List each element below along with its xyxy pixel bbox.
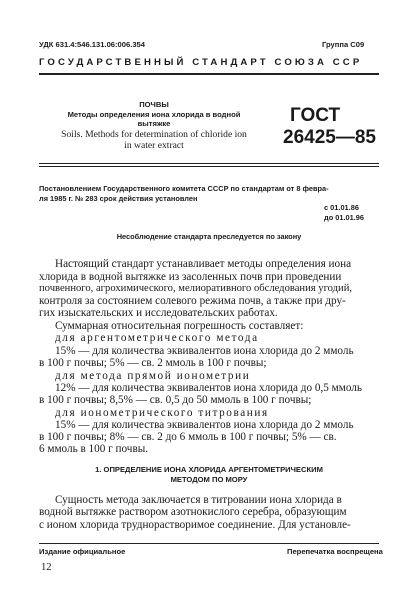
- effective-to: до 01.01.96: [324, 213, 365, 222]
- standard-banner: ГОСУДАРСТВЕННЫЙ СТАНДАРТ СОЮЗА ССР: [39, 57, 363, 68]
- body-line: хлорида в водной вытяжке из засоленных почв при проведении: [39, 271, 342, 283]
- body-line: гих изыскательских и исследовательских работах.: [39, 307, 278, 319]
- official-edition: Издание официальное: [39, 547, 126, 556]
- body-line: в 100 г почвы; 8,5% — св. 0,5 до 50 ммоль в 100 г почвы;: [39, 394, 312, 406]
- group-code: Группа С09: [322, 40, 365, 49]
- reprint-prohibited: Перепечатка воспрещена: [287, 547, 383, 556]
- body-line: для ионометрического титрования: [55, 407, 269, 419]
- banner-rule: [39, 73, 379, 75]
- body-line: Настоящий стандарт устанавливает методы определения иона: [55, 258, 352, 270]
- title-rule: [39, 163, 379, 164]
- body-line: в 100 г почвы; 8% — св. 2 до 6 ммоль в 100 г почвы; 5% — св.: [39, 431, 337, 443]
- title-en-line-2: in water extract: [124, 140, 184, 151]
- legal-notice: Несоблюдение стандарта преследуется по закону: [116, 232, 302, 241]
- title-ru-line-2: вытяжке: [137, 119, 171, 128]
- gost-label: ГОСТ: [290, 105, 341, 126]
- section-body-line: с ионом хлорида труднорастворимое соединение. Для установле-: [39, 519, 351, 531]
- effective-from: с 01.01.86: [324, 203, 359, 212]
- section-body-line: водной вытяжке раствором азотнокислого серебра, образующим: [39, 506, 347, 518]
- body-line: контроля за состоянием солевого режима почв, а также при дру-: [39, 295, 346, 307]
- section-heading-line-1: 1. ОПРЕДЕЛЕНИЕ ИОНА ХЛОРИДА АРГЕНТОМЕТРИЧЕСКИМ: [95, 465, 323, 474]
- body-line: почвенного, агрохимического, мелиоративного обследования угодий,: [39, 283, 353, 294]
- udk-code: УДК 631.4:546.131.06:006.354: [39, 40, 146, 49]
- subject-heading: ПОЧВЫ: [139, 100, 169, 109]
- body-line: 12% — для количества эквивалентов иона хлорида до 0,5 ммоль: [55, 382, 362, 394]
- footer-rule: [39, 543, 379, 544]
- body-line: Суммарная относительная погрешность составляет:: [55, 320, 304, 332]
- decree-line-2: ля 1985 г. № 283 срок действия установлен: [39, 194, 198, 203]
- title-ru-line-1: Методы определения иона хлорида в водной: [67, 110, 241, 119]
- body-line: 6 ммоль в 100 г почвы.: [39, 443, 149, 455]
- page-number: 12: [41, 562, 52, 573]
- title-en-line-1: Soils. Methods for determination of chloride ion: [61, 129, 247, 140]
- decree-line-1: Постановлением Государственного комитета СССР по стандартам от 8 февра-: [39, 184, 329, 193]
- body-line: для метода прямой ионометрии: [55, 370, 251, 382]
- body-line: для аргентометрического метода: [55, 332, 259, 344]
- section-body-line: Сущность метода заключается в титровании иона хлорида в: [55, 494, 342, 506]
- gost-number: 26425—85: [283, 127, 376, 148]
- body-line: 15% — для количества эквивалентов иона хлорида до 2 ммоль: [55, 419, 354, 431]
- body-line: в 100 г почвы; 5% — св. 2 ммоль в 100 г почвы;: [39, 357, 267, 369]
- body-line: 15% — для количества эквивалентов иона хлорида до 2 ммоль: [55, 345, 354, 357]
- title-rule-thin: [39, 166, 379, 167]
- section-heading-line-2: МЕТОДОМ ПО МОРУ: [170, 475, 248, 484]
